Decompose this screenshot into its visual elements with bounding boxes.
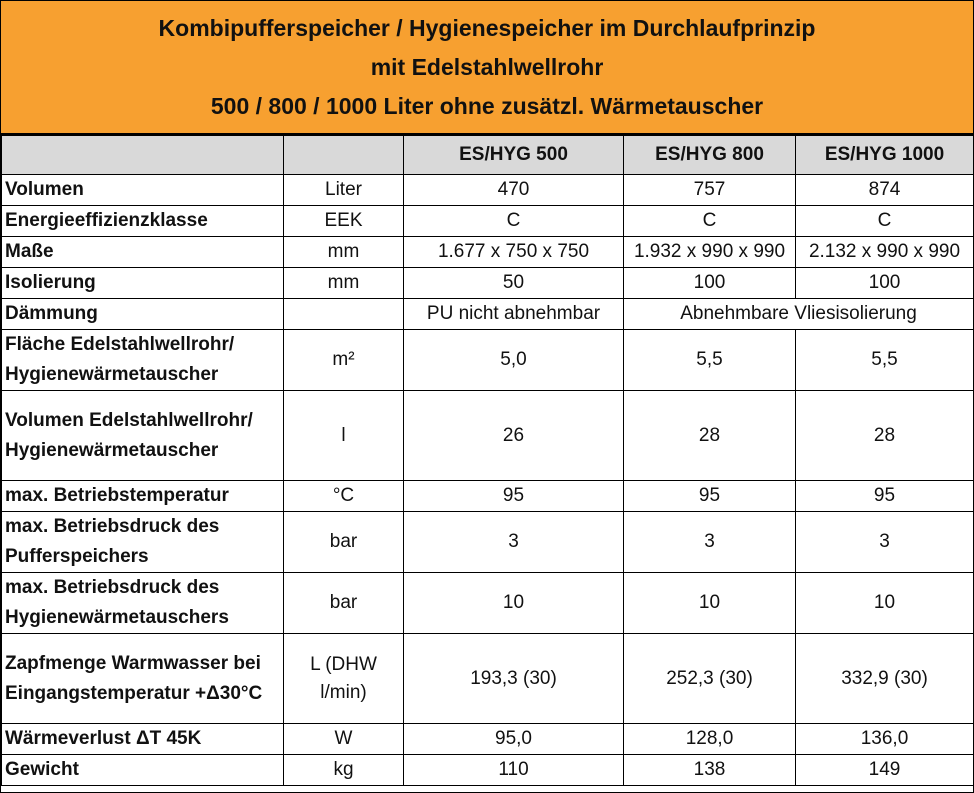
table-row xyxy=(2,330,974,391)
cell-es-hyg-800: 100 xyxy=(624,268,796,299)
header-cell-label xyxy=(2,136,284,175)
cell-es-hyg-1000: 100 xyxy=(796,268,974,299)
title-line-3: 500 / 800 / 1000 Liter ohne zusätzl. Wärmetauscher xyxy=(210,92,764,119)
cell-es-hyg-500: 3 xyxy=(404,512,624,573)
title-line-2: mit Edelstahlwellrohr xyxy=(370,53,604,80)
cell-es-hyg-800: 10 xyxy=(624,573,796,634)
row-unit: bar xyxy=(284,512,404,573)
header-cell-es-hyg-500: ES/HYG 500 xyxy=(404,136,624,175)
cell-es-hyg-800: 128,0 xyxy=(624,724,796,755)
cell-es-hyg-500: 95,0 xyxy=(404,724,624,755)
row-label: Wärmeverlust ΔT 45K xyxy=(2,724,284,755)
cell-es-hyg-800: 28 xyxy=(624,391,796,481)
row-label: Energieeffizienzklasse xyxy=(2,206,284,237)
cell-es-hyg-500: 5,0 xyxy=(404,330,624,391)
row-label: Zapfmenge Warmwasser bei Eingangstemperatur +Δ30°C xyxy=(2,634,284,724)
row-unit: bar xyxy=(284,573,404,634)
cell-es-hyg-500: 1.677 x 750 x 750 xyxy=(404,237,624,268)
cell-es-hyg-800: 252,3 (30) xyxy=(624,634,796,724)
row-unit: l xyxy=(284,391,404,481)
row-unit: Liter xyxy=(284,175,404,206)
table-row xyxy=(2,175,974,206)
row-unit: kg xyxy=(284,755,404,786)
row-unit: W xyxy=(284,724,404,755)
header-cell-es-hyg-800: ES/HYG 800 xyxy=(624,136,796,175)
table-row xyxy=(2,481,974,512)
row-unit xyxy=(284,299,404,330)
cell-es-hyg-800: 1.932 x 990 x 990 xyxy=(624,237,796,268)
row-label: max. Betriebsdruck des Hygienewärmetauschers xyxy=(2,573,284,634)
row-label: Dämmung xyxy=(2,299,284,330)
cell-es-hyg-800: 138 xyxy=(624,755,796,786)
row-unit: m² xyxy=(284,330,404,391)
table-row xyxy=(2,206,974,237)
row-label: max. Betriebsdruck des Pufferspeichers xyxy=(2,512,284,573)
row-label: Isolierung xyxy=(2,268,284,299)
table-row xyxy=(2,755,974,786)
cell-es-hyg-500: 110 xyxy=(404,755,624,786)
table-row xyxy=(2,299,974,330)
table-header-row xyxy=(2,136,974,175)
title-banner xyxy=(1,1,973,135)
row-unit: L (DHW l/min) xyxy=(284,634,404,724)
table-row xyxy=(2,512,974,573)
title-line-1: Kombipufferspeicher / Hygienespeicher im Durchlaufprinzip xyxy=(158,14,816,41)
cell-es-hyg-1000: 10 xyxy=(796,573,974,634)
cell-es-hyg-500: 470 xyxy=(404,175,624,206)
row-unit: mm xyxy=(284,268,404,299)
cell-es-hyg-1000: 149 xyxy=(796,755,974,786)
cell-es-hyg-800: 757 xyxy=(624,175,796,206)
cell-es-hyg-1000: 5,5 xyxy=(796,330,974,391)
cell-es-hyg-500: PU nicht abnehmbar xyxy=(404,299,624,330)
spec-table xyxy=(1,135,974,786)
cell-es-hyg-800-1000-merged: Abnehmbare Vliesisolierung xyxy=(624,299,974,330)
cell-es-hyg-1000: 2.132 x 990 x 990 xyxy=(796,237,974,268)
row-label: Gewicht xyxy=(2,755,284,786)
table-row xyxy=(2,237,974,268)
table-row xyxy=(2,634,974,724)
row-unit: EEK xyxy=(284,206,404,237)
cell-es-hyg-500: 50 xyxy=(404,268,624,299)
row-unit: °C xyxy=(284,481,404,512)
cell-es-hyg-500: 193,3 (30) xyxy=(404,634,624,724)
row-label: Fläche Edelstahlwellrohr/ Hygienewärmetauscher xyxy=(2,330,284,391)
header-cell-unit xyxy=(284,136,404,175)
table-row xyxy=(2,724,974,755)
header-cell-es-hyg-1000: ES/HYG 1000 xyxy=(796,136,974,175)
cell-es-hyg-500: 10 xyxy=(404,573,624,634)
table-row xyxy=(2,573,974,634)
row-label: Maße xyxy=(2,237,284,268)
cell-es-hyg-500: 26 xyxy=(404,391,624,481)
cell-es-hyg-1000: 3 xyxy=(796,512,974,573)
cell-es-hyg-1000: 28 xyxy=(796,391,974,481)
cell-es-hyg-1000: 136,0 xyxy=(796,724,974,755)
row-label: Volumen Edelstahlwellrohr/ Hygienewärmetauscher xyxy=(2,391,284,481)
cell-es-hyg-800: 95 xyxy=(624,481,796,512)
cell-es-hyg-800: 3 xyxy=(624,512,796,573)
cell-es-hyg-1000: 95 xyxy=(796,481,974,512)
row-label: Volumen xyxy=(2,175,284,206)
cell-es-hyg-1000: C xyxy=(796,206,974,237)
cell-es-hyg-800: C xyxy=(624,206,796,237)
table-row xyxy=(2,391,974,481)
cell-es-hyg-500: C xyxy=(404,206,624,237)
cell-es-hyg-800: 5,5 xyxy=(624,330,796,391)
row-label: max. Betriebstemperatur xyxy=(2,481,284,512)
cell-es-hyg-1000: 874 xyxy=(796,175,974,206)
row-unit: mm xyxy=(284,237,404,268)
cell-es-hyg-500: 95 xyxy=(404,481,624,512)
cell-es-hyg-1000: 332,9 (30) xyxy=(796,634,974,724)
table-row xyxy=(2,268,974,299)
